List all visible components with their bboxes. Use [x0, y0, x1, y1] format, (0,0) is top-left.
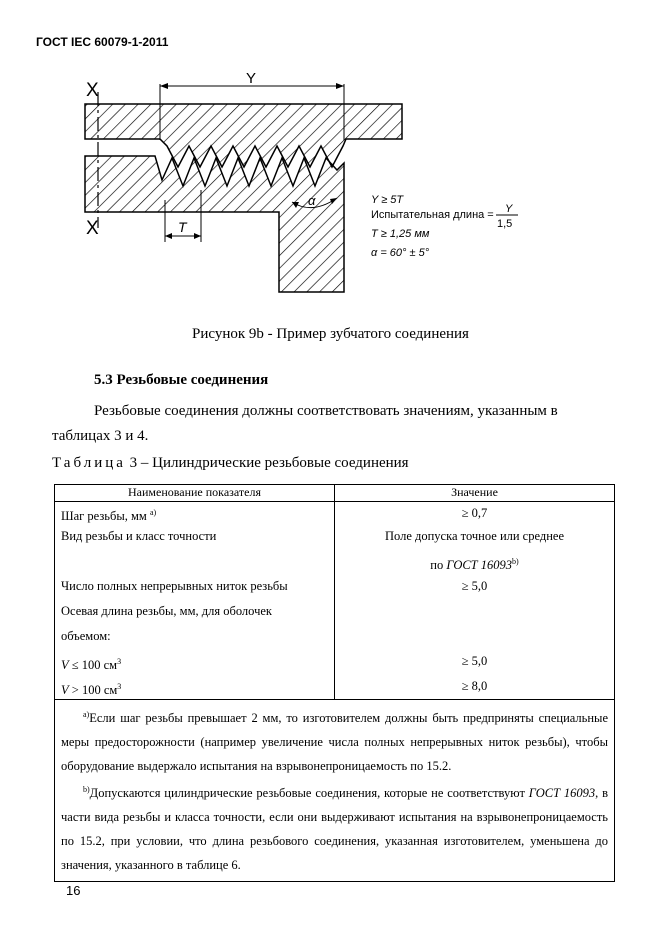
note-b: $^{b)}$Допускаются цилиндрические резьбовые соединения, которые не соответствуют ГОСТ 16093, в части вида резьбы и класса точности, если они выдерживают испытания на взрывонепроницаемость по 15.2, при условии, что длина резьбового соединения, указанная изготовителем, уменьшена до значения, указанного в таблице 6.: [61, 785, 608, 873]
legend-line-4: α = 60° ± 5°: [371, 247, 430, 259]
row-type-value-2: по ГОСТ 16093$^{b)}$: [430, 557, 519, 573]
section-paragraph-line-2: таблицах 3 и 4.: [52, 428, 149, 444]
row-v2-value: ≥ 8,0: [461, 679, 488, 693]
document-header: ГОСТ IEC 60079-1-2011: [36, 35, 169, 49]
table-caption-rest: 3 – Цилиндрические резьбовые соединения: [125, 455, 409, 471]
y-label: Y: [246, 70, 257, 87]
legend-line-1: Y ≥ 5T: [371, 194, 404, 206]
row-pitch-value: ≥ 0,7: [461, 506, 488, 520]
fraction-denominator: 1,5: [497, 218, 513, 230]
table-notes-row: [55, 700, 615, 882]
note-a: $^{a)}$Если шаг резьбы превышает 2 мм, то изготовителем должны быть предприняты специальные меры предосторожности (например увеличение числа полных непрерывных ниток резьбы), чтобы оборудование выдержало испытания на взрывонепроницаемость по 15.2.: [61, 710, 608, 774]
section-paragraph-line-1: Резьбовые соединения должны соответствовать значениям, указанным в: [94, 403, 558, 419]
header-value: Значение: [335, 485, 615, 502]
alpha-label: α: [308, 193, 316, 208]
table-notes: [55, 700, 615, 882]
table-caption-word: Таблица: [52, 455, 126, 471]
row-pitch-label: Шаг резьбы, мм $^{a)}$: [61, 508, 157, 524]
t-label: T: [178, 219, 187, 235]
row-type-value-1: Поле допуска точное или среднее: [384, 529, 565, 543]
table-row: [55, 502, 615, 700]
bottom-part: [85, 156, 344, 292]
section-title: 5.3 Резьбовые соединения: [94, 372, 269, 388]
value-cell: [335, 502, 615, 700]
row-threads-value: ≥ 5,0: [461, 579, 488, 593]
row-v1-label: V ≤ 100 $см^3$: [61, 657, 122, 673]
row-axial-label-2: объемом:: [61, 629, 111, 643]
figure-caption: Рисунок 9b - Пример зубчатого соединения: [192, 326, 469, 342]
legend-line-3: T ≥ 1,25 мм: [371, 228, 430, 240]
indicator-cell: [55, 502, 335, 700]
row-v2-label: V > 100 $см^3$: [61, 682, 122, 698]
table-caption: [52, 455, 409, 472]
page-number: 16: [66, 883, 81, 898]
row-axial-label-1: Осевая длина резьбы, мм, для оболочек: [61, 604, 272, 618]
table-header-row: [55, 485, 615, 502]
x-label-top: X: [86, 80, 99, 101]
row-v1-value: ≥ 5,0: [461, 654, 488, 668]
row-threads-label: Число полных непрерывных ниток резьбы: [61, 579, 288, 593]
fraction-numerator: Y: [505, 203, 513, 215]
legend-line-2: Испытательная длина =: [371, 209, 494, 221]
row-type-label: Вид резьбы и класс точности: [61, 529, 217, 543]
tooth-joint-figure: [0, 0, 661, 320]
row-type-blank: [61, 549, 328, 574]
threaded-joints-table: [54, 484, 615, 882]
x-label-bottom: X: [86, 218, 99, 239]
header-indicator: Наименование показателя: [55, 485, 335, 502]
